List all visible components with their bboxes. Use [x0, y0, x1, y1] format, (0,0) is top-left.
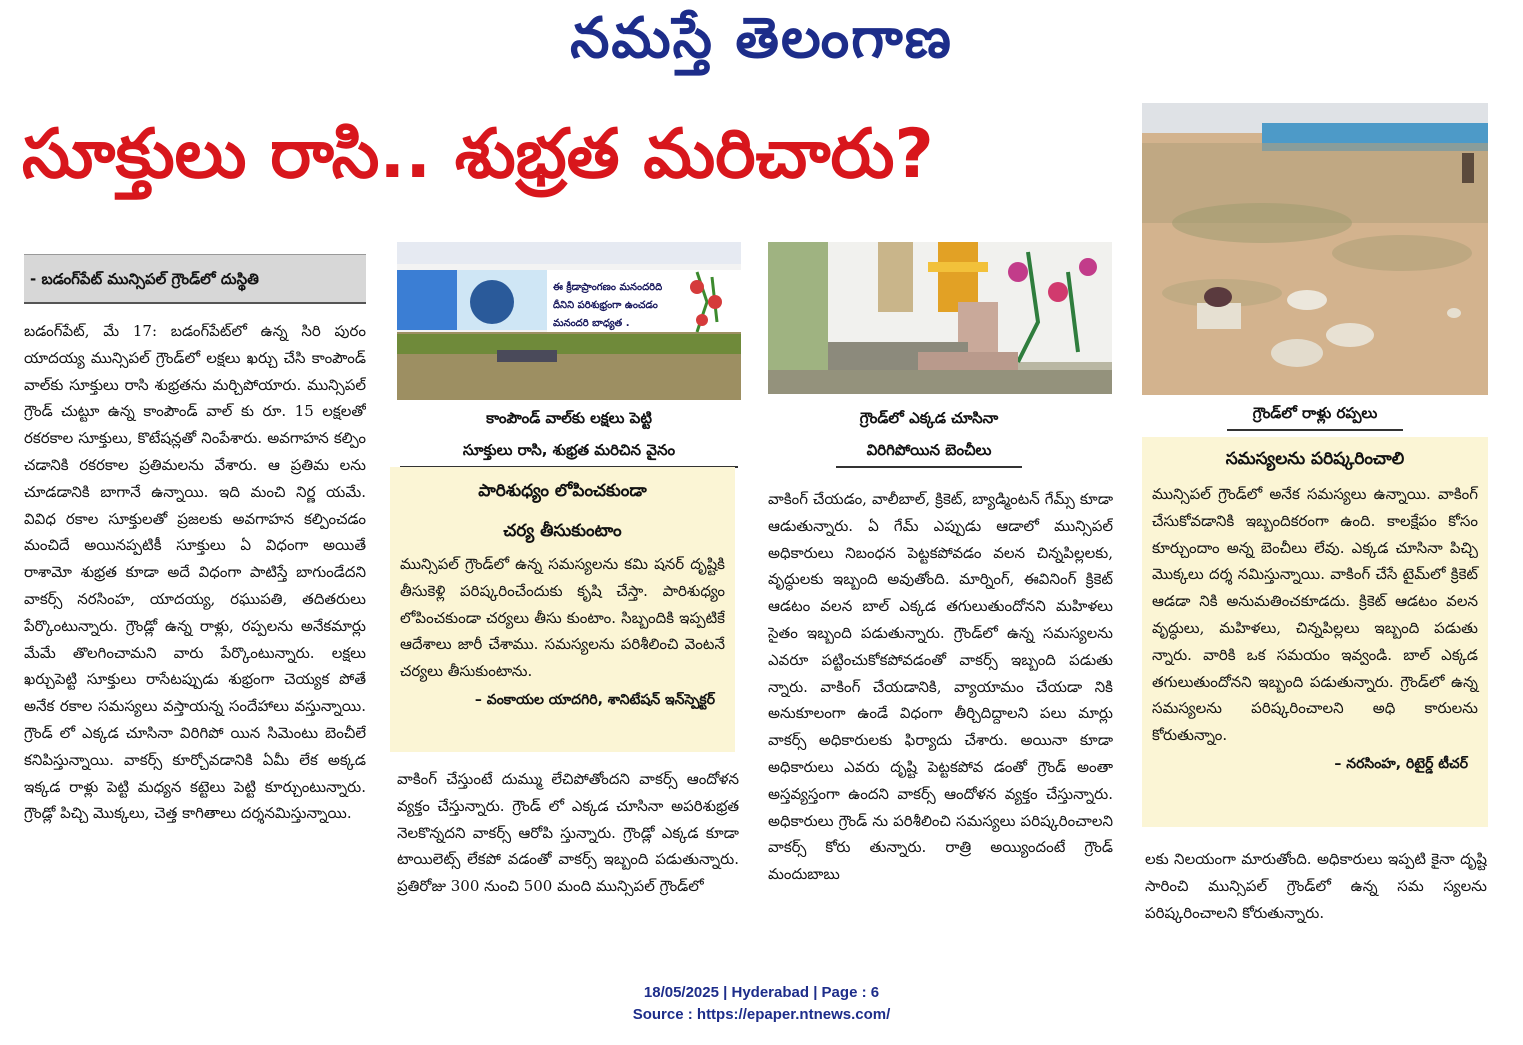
- wall-text-line-2: దీనిని పరిశుభ్రంగా ఉంచడం: [553, 300, 658, 311]
- photo-caption-ground-rocks: [1227, 397, 1403, 431]
- official-quote-signature: – వంకాయల యాదగిరి, శానిటేషన్ ఇన్‌స్పెక్టర్: [474, 691, 715, 708]
- article-column-1: [24, 318, 366, 938]
- broken-benches-photo-image: [768, 242, 1112, 394]
- article-col4-text: లకు నిలయంగా మారుతోంది. అధికారులు ఇప్పటి కైనా దృష్టి సారించి మున్సిపల్ గ్రౌండ్‌లో ఉన్న సమ స్యలను పరిష్కరించాలని కోరుతున్నారు.: [1145, 850, 1487, 922]
- photo-compound-wall: [397, 242, 741, 400]
- photo-caption-compound-wall: [400, 402, 738, 468]
- ground-rocks-photo-image: [1142, 103, 1488, 395]
- caption-line-1: గ్రౌండ్‌లో రాళ్లు రప్పలు: [1252, 404, 1378, 422]
- caption-line-1: గ్రౌండ్‌లో ఎక్కడ చూసినా: [859, 409, 999, 427]
- teacher-quote-signature: – నరసింహ, రిటైర్డ్ టీచర్: [1334, 755, 1468, 772]
- photo-ground-rocks: [1142, 103, 1488, 395]
- caption-line-2: విరిగిపోయిన బెంచీలు: [866, 441, 992, 459]
- caption-line-1: కాంపౌండ్ వాల్‌కు లక్షలు పెట్టి: [486, 409, 652, 427]
- newspaper-masthead: నమస్తే తెలంగాణ: [570, 6, 953, 71]
- official-quote-heading-1: పారిశుధ్యం లోపించకుండా: [478, 481, 647, 501]
- article-headline: సూక్తులు రాసి.. శుభ్రత మరిచారు?: [22, 115, 934, 194]
- article-column-3: [768, 486, 1113, 938]
- article-column-2: [397, 766, 739, 936]
- footer-source-link[interactable]: Source : https://epaper.ntnews.com/: [632, 1006, 891, 1023]
- article-col1-text: బడంగ్‌పేట్, మే 17: బడంగ్‌పేట్‌లో ఉన్న సిరి పురం యాదయ్య మున్సిపల్ గ్రౌండ్‌లో లక్షలు ఖర్చు చేసి కాంపౌండ్ వాల్‌కు సూక్తులు రాసి శుభ్రతను మర్చిపోయారు. మున్సిపల్ గ్రౌండ్ చుట్టూ ఉన్న కాంపౌండ్ వాల్ కు రూ. 15 లక్షలతో రకరకాల సూక్తులు, కొటేషన్లతో నింపేశారు. అవగాహన కల్పిం చడానికి రకరకాల ప్రతిమలను వేశారు. ఆ ప్రతిమ లను చూడడానికి బాగానే ఉన్నాయి. ఇది మంచి నిర్ణ యమే. వివిధ రకాల సూక్తులతో ప్రజలకు అవగాహన కల్పించడం మంచిదే అయినప్పటికీ సూక్తులు ఏ విధంగా అయితే రాశామో శుభ్రత కూడా అదే విధంగా పాటిస్తే బాగుండేదని వాకర్స్ నరసింహ, యాదయ్య, రఘుపతి, తదితరులు పేర్కొంటున్నారు. గ్రౌండ్లో ఉన్న రాళ్లు, రప్పలను అనేకమార్లు మేమే తొలగించామని వారు పేర్కొంటున్నారు. లక్షలు ఖర్చుపెట్టి సూక్తులు రాసేటప్పుడు శుభ్రంగా చెయ్యక పోతే అనేక రకాల సమస్యలు వస్తాయన్న సందేహాలు వస్తున్నాయి. గ్రౌండ్ లో ఎక్కడ చూసినా విరిగిపో యిన సిమెంటు బెంచీలే కనిపిస్తున్నాయి. వాకర్స్ కూర్చోవడానికి ఏమీ లేక అక్కడ ఇక్కడ రాళ్లు పెట్టి మధ్యన కట్టెలు పెట్టి కూర్చుంటున్నారు. గ్రౌండ్లో పిచ్చి మొక్కలు, చెత్త కాగితాలు దర్శనమిస్తున్నాయి.: [24, 322, 366, 823]
- teacher-quote-heading: సమస్యలను పరిష్కరించాలి: [1225, 449, 1405, 469]
- photo-caption-broken-benches: [836, 402, 1022, 468]
- teacher-quote-body: మున్సిపల్ గ్రౌండ్‌లో అనేక సమస్యలు ఉన్నాయి. వాకింగ్ చేసుకోవడానికి ఇబ్బందికరంగా ఉంది. కాలక్షేపం కోసం కూర్చుందాం అన్న బెంచీలు లేవు. ఎక్కడ చూసినా పిచ్చి మొక్కలు దర్శ నమిస్తున్నాయి. వాకింగ్ చేసే టైమ్‌లో క్రికెట్ ఆడడా నికి అనుమతించకూడదు. క్రికెట్ ఆడటం వలన వృద్ధులు, మహిళలు, చిన్నపిల్లలు ఇబ్బంది పడుతు న్నారు. వారికి ఒక సమయం ఇవ్వండి. బాల్ ఎక్కడ తగులుతుందోనని ఇబ్బంది పడుతున్నారు. గ్రౌండ్‌లో ఉన్న సమస్యలను పరిష్కరించాలని అధి కారులను కోరుతున్నాం.: [1152, 485, 1478, 745]
- official-quote-body: మున్సిపల్ గ్రౌండ్‌లో ఉన్న సమస్యలను కమి షనర్ దృష్టికి తీసుకెళ్లి పరిష్కరించేందుకు కృషి చేస్తా. పారిశుధ్యం లోపించకుండా చర్యలు తీసు కుంటాం. సిబ్బందికి ఇప్పటికే ఆదేశాలు జారీ చేశాము. సమస్యలను పరిశీలించి వెంటనే చర్యలు తీసుకుంటాను.: [400, 555, 725, 681]
- footer-date-line: 18/05/2025 | Hyderabad | Page : 6: [643, 984, 880, 1001]
- official-quote-box: [390, 467, 735, 752]
- article-column-4: [1145, 846, 1487, 936]
- article-col3-text: వాకింగ్ చేయడం, వాలీబాల్, క్రికెట్, బ్యాడ్మింటన్ గేమ్స్ కూడా ఆడుతున్నారు. ఏ గేమ్ ఎప్పుడు ఆడాలో మున్సిపల్ అధికారులు నిబంధన పెట్టకపోవడం వలన చిన్నపిల్లలకు, వృద్ధులకు ఇబ్బంది అవుతోంది. మార్నింగ్, ఈవినింగ్ క్రికెట్ ఆడటం వలన బాల్ ఎక్కడ తగులుతుందోనని మహిళలు సైతం ఇబ్బంది పడుతున్నారు. గ్రౌండ్‌లో ఉన్న సమస్యలను ఎవరూ పట్టించుకోకపోవడంతో వాకర్స్ ఇబ్బంది పడుతు న్నారు. వాకింగ్ చేయడానికి, వ్యాయామం చేయడా నికి అనుకూలంగా ఉండే విధంగా తీర్చిదిద్దాలని పలు మార్లు వాకర్స్ అధికారులకు ఫిర్యాదు చేశారు. అయినా కూడా అధికారులు ఎవరు దృష్టి పెట్టకపోవ డంతో గ్రౌండ్ అంతా అస్తవ్యస్తంగా ఉందని వాకర్స్ ఆందోళన వ్యక్తం చేస్తున్నారు. అధికారులు గ్రౌండ్ ను పరిశీలించి సమస్యలు పరిష్కరించాలని వాకర్స్ కోరు తున్నారు. రాత్రి అయ్యిందంటే గ్రౌండ్ మందుబాబు: [768, 490, 1113, 884]
- article-col2-text: వాకింగ్ చేస్తుంటే దుమ్ము లేచిపోతోందని వాకర్స్ ఆందోళన వ్యక్తం చేస్తున్నారు. గ్రౌండ్ లో ఎక్కడ చూసినా అపరిశుభ్రత నెలకొన్నదని వాకర్స్ ఆరోపి స్తున్నారు. గ్రౌండ్లో ఎక్కడ కూడా టాయిలెట్స్ లేకపో వడంతో వాకర్స్ ఇబ్బంది పడుతున్నారు. ప్రతిరోజు 300 నుంచి 500 మంది మున్సిపల్ గ్రౌండ్‌లో: [397, 770, 739, 896]
- wall-text-line-1: ఈ క్రీడాప్రాంగణం మనందరిది: [553, 282, 663, 293]
- article-kicker: - బడంగ్‌పేట్ మున్సిపల్ గ్రౌండ్‌లో దుస్థితి: [24, 254, 366, 304]
- caption-line-2: సూక్తులు రాసి, శుభ్రత మరిచిన వైనం: [462, 441, 676, 459]
- photo-broken-benches: [768, 242, 1112, 394]
- official-quote-heading-2: చర్య తీసుకుంటాం: [503, 521, 622, 541]
- wall-text-line-3: మనందరి బాధ్యత .: [553, 318, 630, 329]
- teacher-quote-box: [1142, 437, 1488, 827]
- compound-wall-photo-image: [397, 242, 741, 400]
